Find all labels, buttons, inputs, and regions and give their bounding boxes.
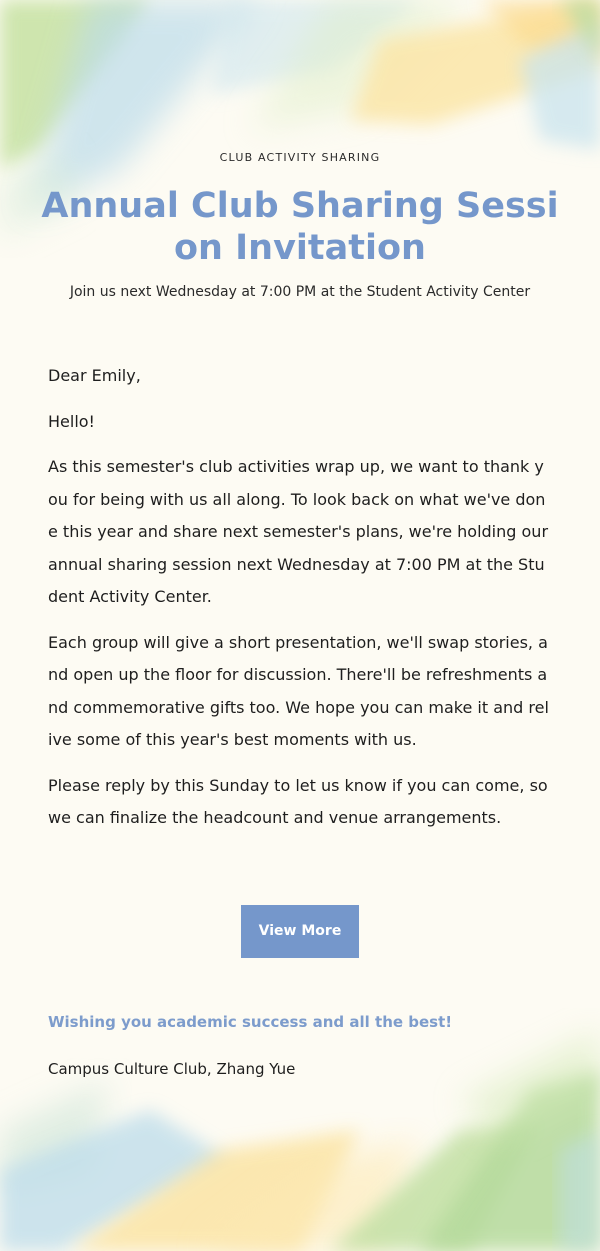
paragraph-program: Each group will give a short presentation, we'll swap stories, and open up the floor for discussion. There'll be refreshments and commemorative gifts too. We hope you can make it and relive some of this year's best moments with us. (48, 632, 549, 749)
signature: Campus Culture Club, Zhang Yue (48, 1060, 296, 1078)
eyebrow-label: CLUB ACTIVITY SHARING (219, 151, 381, 164)
greeting: Dear Emily, (48, 366, 141, 385)
event-subtitle: Join us next Wednesday at 7:00 PM at the Student Activity Center (69, 284, 531, 300)
paragraph-thanks: As this semester's club activities wrap up, we want to thank you for being with us all along. To look back on what we've done this year and share next semester's plans, we're holding our annual sharing session next Wednesday at 7:00 PM at the Student Activity Center. (48, 457, 549, 606)
page-title: Annual Club Sharing Session Invitation (41, 186, 559, 268)
paragraph-rsvp: Please reply by this Sunday to let us know if you can come, so we can finalize the headcount and venue arrangements. (48, 775, 548, 827)
closing-line: Wishing you academic success and all the best! (48, 1013, 453, 1031)
cta-container (0, 905, 600, 958)
hello-line: Hello! (48, 411, 95, 431)
view-more-button[interactable]: View More (241, 905, 359, 958)
letter-body (48, 360, 552, 848)
